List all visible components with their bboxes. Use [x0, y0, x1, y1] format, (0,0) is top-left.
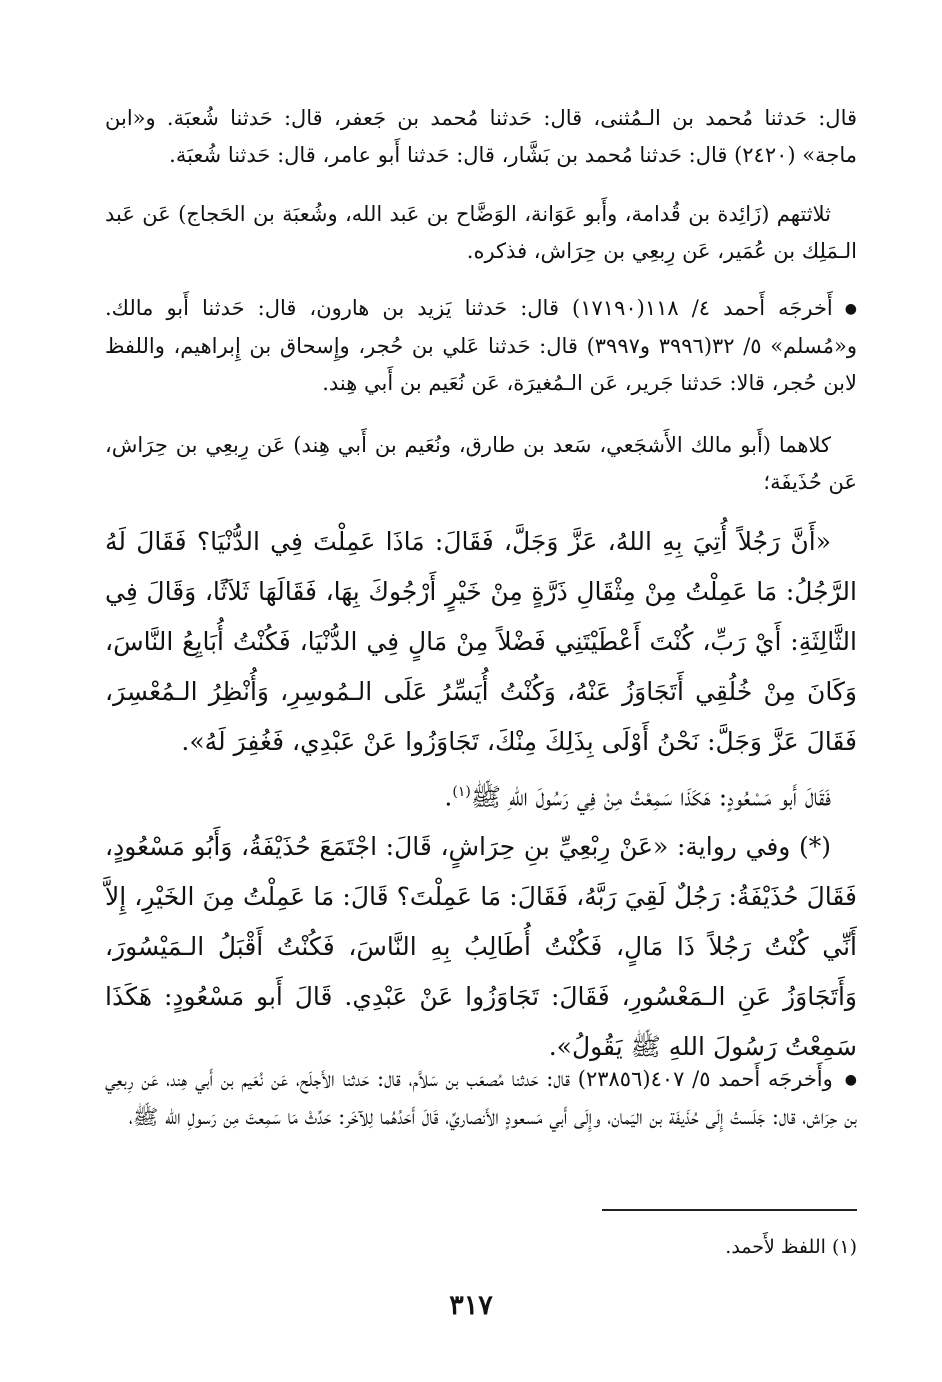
paragraph-text: كلاهما (أَبو مالك الأَشجَعي، سَعد بن طارق، ونُعَيم بن أَبي هِند) عَن رِبعِي بن حِرَاش، عَن حُذَيفَة؛: [105, 433, 857, 494]
paragraph-text: [105, 290, 857, 402]
paragraph-text: قال: حَدثنا مُحمد بن الـمُثنى، قال: حَدثنا مُحمد بن جَعفر، قال: حَدثنا شُعبَة. و«ابن ماجة» (٢٤٢٠) قال: حَدثنا مُحمد بن بَشَّار، قال: حَدثنا أَبو عامر، قال: حَدثنا شُعبَة.: [105, 106, 858, 167]
hadith-conclusion: [105, 767, 857, 822]
paragraph-text: ثلاثتهم (زَائِدة بن قُدامة، وأَبو عَوَانة، الوَضَّاح بن عَبد الله، وشُعبَة بن الحَجاج) عَن عَبد الـمَلِك بن عُمَير، عَن رِبعِي بن حِرَاش، فذكره.: [105, 202, 857, 263]
hadith-text: [105, 517, 857, 767]
hadith-variant: [105, 822, 857, 1072]
footnote-divider: [602, 1209, 857, 1211]
chain-paragraph-2: [105, 196, 857, 270]
takhrij-paragraph-2: [105, 1061, 857, 1136]
paragraph-text: (*) وفي رواية: «عَنْ رِبْعِيِّ بنِ حِرَاشٍ، قَالَ: اجْتَمَعَ حُذَيْفَةُ، وَأَبُو مَسْعُودٍ، فَقَالَ حُذَيْفَةُ: رَجُلٌ لَقِيَ رَبَّهُ، فَقَالَ: مَا عَمِلْتَ؟ قَالَ: مَا عَمِلْتُ مِنَ الخَيْرِ، إِلاَّ أَنِّي كُنْتُ رَجُلاً ذَا مَالٍ، فَكُنْتُ أُطَالِبُ بِهِ النَّاسَ، فَكُنْتُ أَقْبَلُ الـمَيْسُورَ، وَأَتَجَاوَزُ عَنِ الـمَعْسُورِ، فَقَالَ: تَجَاوَزُوا عَنْ عَبْدِي. قَالَ أَبو مَسْعُودٍ: هَكَذَا سَمِعْتُ رَسُولَ اللهِ ﷺ يَقُولُ».: [105, 832, 857, 1061]
chain-paragraph-1: [105, 100, 857, 174]
paragraph-body: أَخرجَه أَحمد ٤/ ١١٨(١٧١٩٠) قال: حَدثنا يَزيد بن هارون، قال: حَدثنا أَبو مالك. و«مُسلم» ٥/ ٣٢(٣٩٩٦ و٣٩٩٧) قال: حَدثنا عَلي بن حُجر، وإِسحاق بن إِبراهيم، واللفظ لابن حُجر، قالا: حَدثنا جَرير، عَن الـمُغيرَة، عَن نُعَيم بن أَبي هِند.: [105, 296, 857, 395]
paragraph-text: «أَنَّ رَجُلاً أُتِيَ بِهِ اللهُ، عَزَّ وَجَلَّ، فَقَالَ: مَاذَا عَمِلْتَ فِي الدُّنْيَا؟ فَقَالَ لَهُ الرَّجُلُ: مَا عَمِلْتُ مِنْ مِثْقَالِ ذَرَّةٍ مِنْ خَيْرٍ أَرْجُوكَ بِهَا، فَقَالَهَا ثَلاَثًا، وَقَالَ فِي الثَّالِثَةِ: أَيْ رَبِّ، كُنْتَ أَعْطَيْتَنِي فَضْلاً مِنْ مَالٍ فِي الدُّنْيَا، فَكُنْتُ أُبَايِعُ النَّاسَ، وَكَانَ مِنْ خُلُقِي أَتَجَاوَزُ عَنْهُ، وَكُنْتُ أُيَسِّرُ عَلَى الـمُوسِرِ، وَأُنْظِرُ الـمُعْسِرَ، فَقَالَ عَزَّ وَجَلَّ: نَحْنُ أَوْلَى بِذَلِكَ مِنْكَ، تَجَاوَزُوا عَنْ عَبْدِي، فَغُفِرَ لَهُ».: [105, 527, 857, 756]
chain-paragraph-3: [105, 427, 857, 501]
footnote-marker: (١): [452, 784, 471, 800]
paragraph-body: فَقَالَ أَبو مَسْعُودٍ: هَكَذَا سَمِعْتُ مِنْ فِي رَسُولَ اللهِ ﷺ: [470, 782, 831, 812]
paragraph-end: .: [444, 782, 453, 812]
footnote: (١) اللفظ لأَحمد.: [725, 1236, 857, 1258]
bullet-icon: ●: [844, 1072, 857, 1088]
takhrij-paragraph-1: [105, 290, 857, 402]
page-number: ٣١٧: [449, 1290, 493, 1321]
paragraph-text: [105, 767, 857, 822]
bullet-icon: ●: [844, 301, 857, 317]
paragraph-text: [105, 1061, 857, 1136]
paragraph-body: وأَخرجَه أَحمد ٥/ ٤٠٧(٢٣٨٥٦) قال: حَدثنا مُصعَب بن سَلاَّم، قال: حَدثنا الأَجلَح، عَن نُعَيم بن أَبي هِند، عَن رِبعِي بن حِرَاش، قال: جَلَستُ إِلَى حُذَيفَة بن اليَمان، وإِلَى أَبي مَسعودٍ الأَنصاريِّ، قَالَ أَحَدُهُما لِلآخَر: حَدِّثْ مَا سَمِعتَ مِن رَسولِ الله ﷺ،: [105, 1067, 857, 1129]
